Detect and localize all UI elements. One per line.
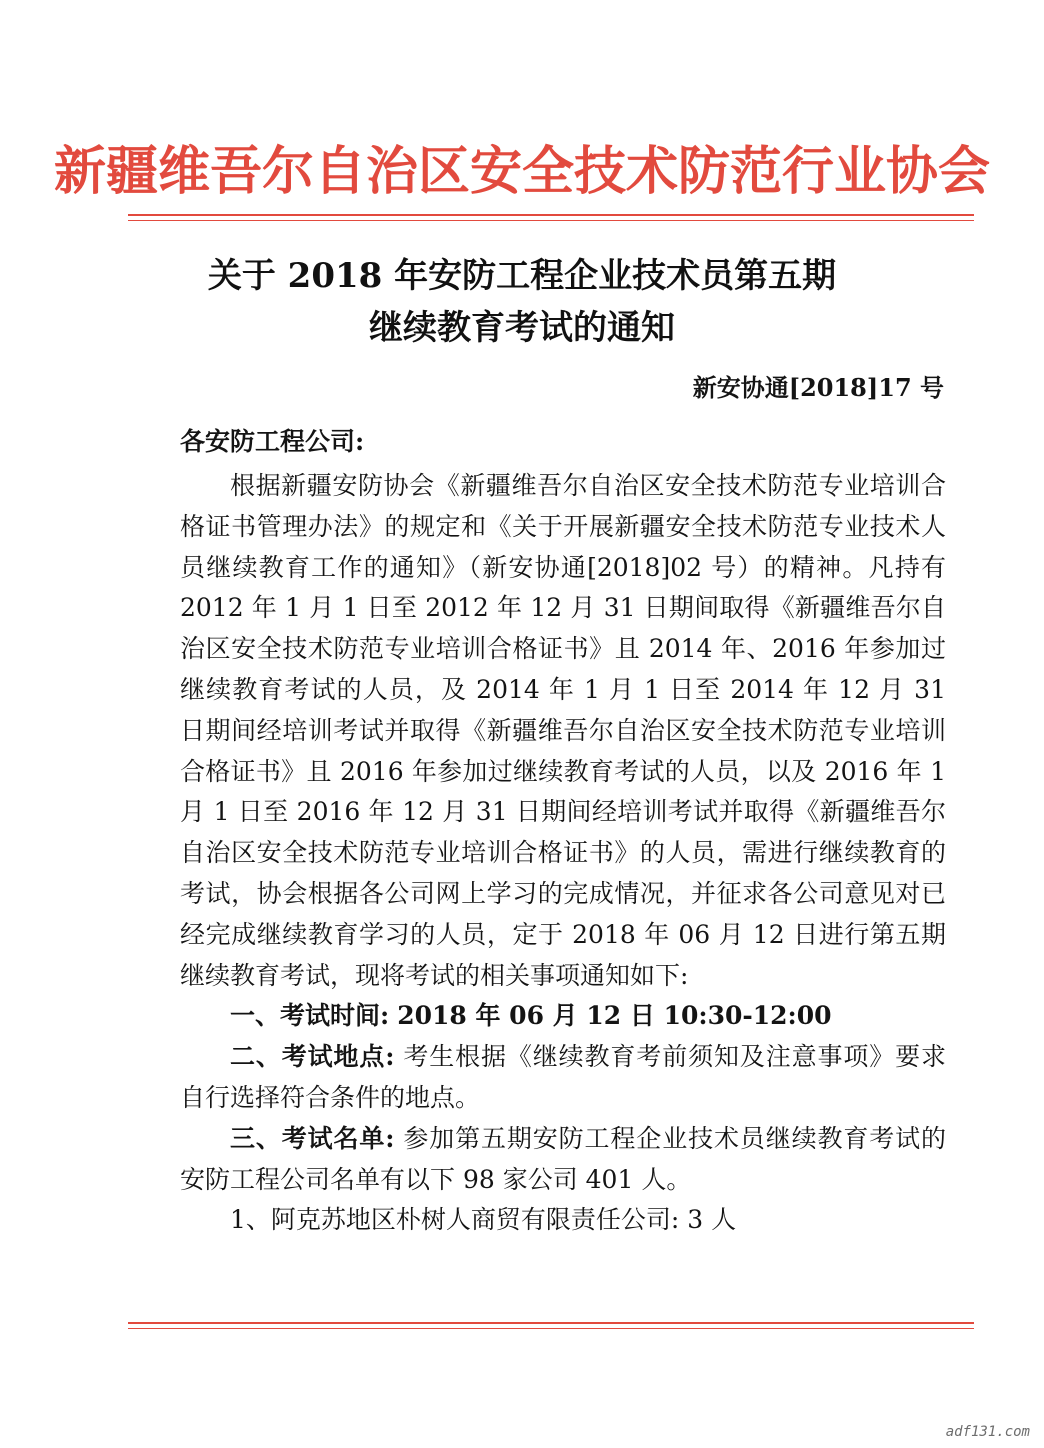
footer-rule-top [128, 1322, 974, 1324]
exam-list-item [180, 1119, 946, 1201]
organization-header: 新疆维吾尔自治区安全技术防范行业协会 [53, 141, 990, 202]
exam-location-item [180, 1037, 946, 1119]
body-paragraph: 根据新疆安防协会《新疆维吾尔自治区安全技术防范专业培训合格证书管理办法》的规定和《关于开展新疆安全技术防范专业技术人员继续教育工作的通知》（新安协通[2018]02 号）的精神。凡持有 2012 年 1 月 1 日至 2012 年 12 月 31 日期间取得《新疆维吾尔自治区安全技术防范专业培训合格证书》且 2014 年、2016 年参加过继续教育考试的人员，及 2014 年 1 月 1 日至 2014 年 12 月 31 日期间经培训考试并取得《新疆维吾尔自治区安全技术防范专业培训合格证书》且 2016 年参加过继续教育考试的人员，以及 2016 年 1 月 1 日至 2016 年 12 月 31 日期间经培训考试并取得《新疆维吾尔自治区安全技术防范专业培训合格证书》的人员，需进行继续教育的考试，协会根据各公司网上学习的完成情况，并征求各公司意见对已经完成继续教育学习的人员，定于 2018 年 06 月 12 日进行第五期继续教育考试，现将考试的相关事项通知如下: [180, 471, 946, 990]
notice-body [180, 466, 946, 1241]
exam-time-item [180, 996, 946, 1037]
footer-rule-bottom [128, 1328, 974, 1329]
notice-title-line2: 继续教育考试的通知 [369, 308, 675, 348]
header-rule-top [128, 214, 974, 216]
company-list-item: 1、阿克苏地区朴树人商贸有限责任公司: 3 人 [230, 1205, 737, 1235]
exam-list-value: 参加第五期安防工程企业技术员继续教育考试的安防工程公司名单有以下 98 家公司 401 人。 [180, 1123, 947, 1194]
header-rule-bottom [128, 220, 974, 221]
exam-location-value: 考生根据《继续教育考前须知及注意事项》要求自行选择符合条件的地点。 [180, 1042, 947, 1112]
exam-time-label: 一、考试时间: [230, 1001, 390, 1031]
exam-list-label: 三、考试名单: [230, 1123, 395, 1153]
exam-location-label: 二、考试地点: [230, 1042, 395, 1072]
salutation: 各安防工程公司: [180, 427, 365, 456]
watermark-text: adf131.com [945, 1424, 1030, 1440]
document-number: 新安协通[2018]17 号 [692, 373, 944, 402]
notice-title-line1: 关于 2018 年安防工程企业技术员第五期 [207, 256, 837, 296]
exam-time-value: 2018 年 06 月 12 日 10:30-12:00 [397, 1001, 832, 1031]
